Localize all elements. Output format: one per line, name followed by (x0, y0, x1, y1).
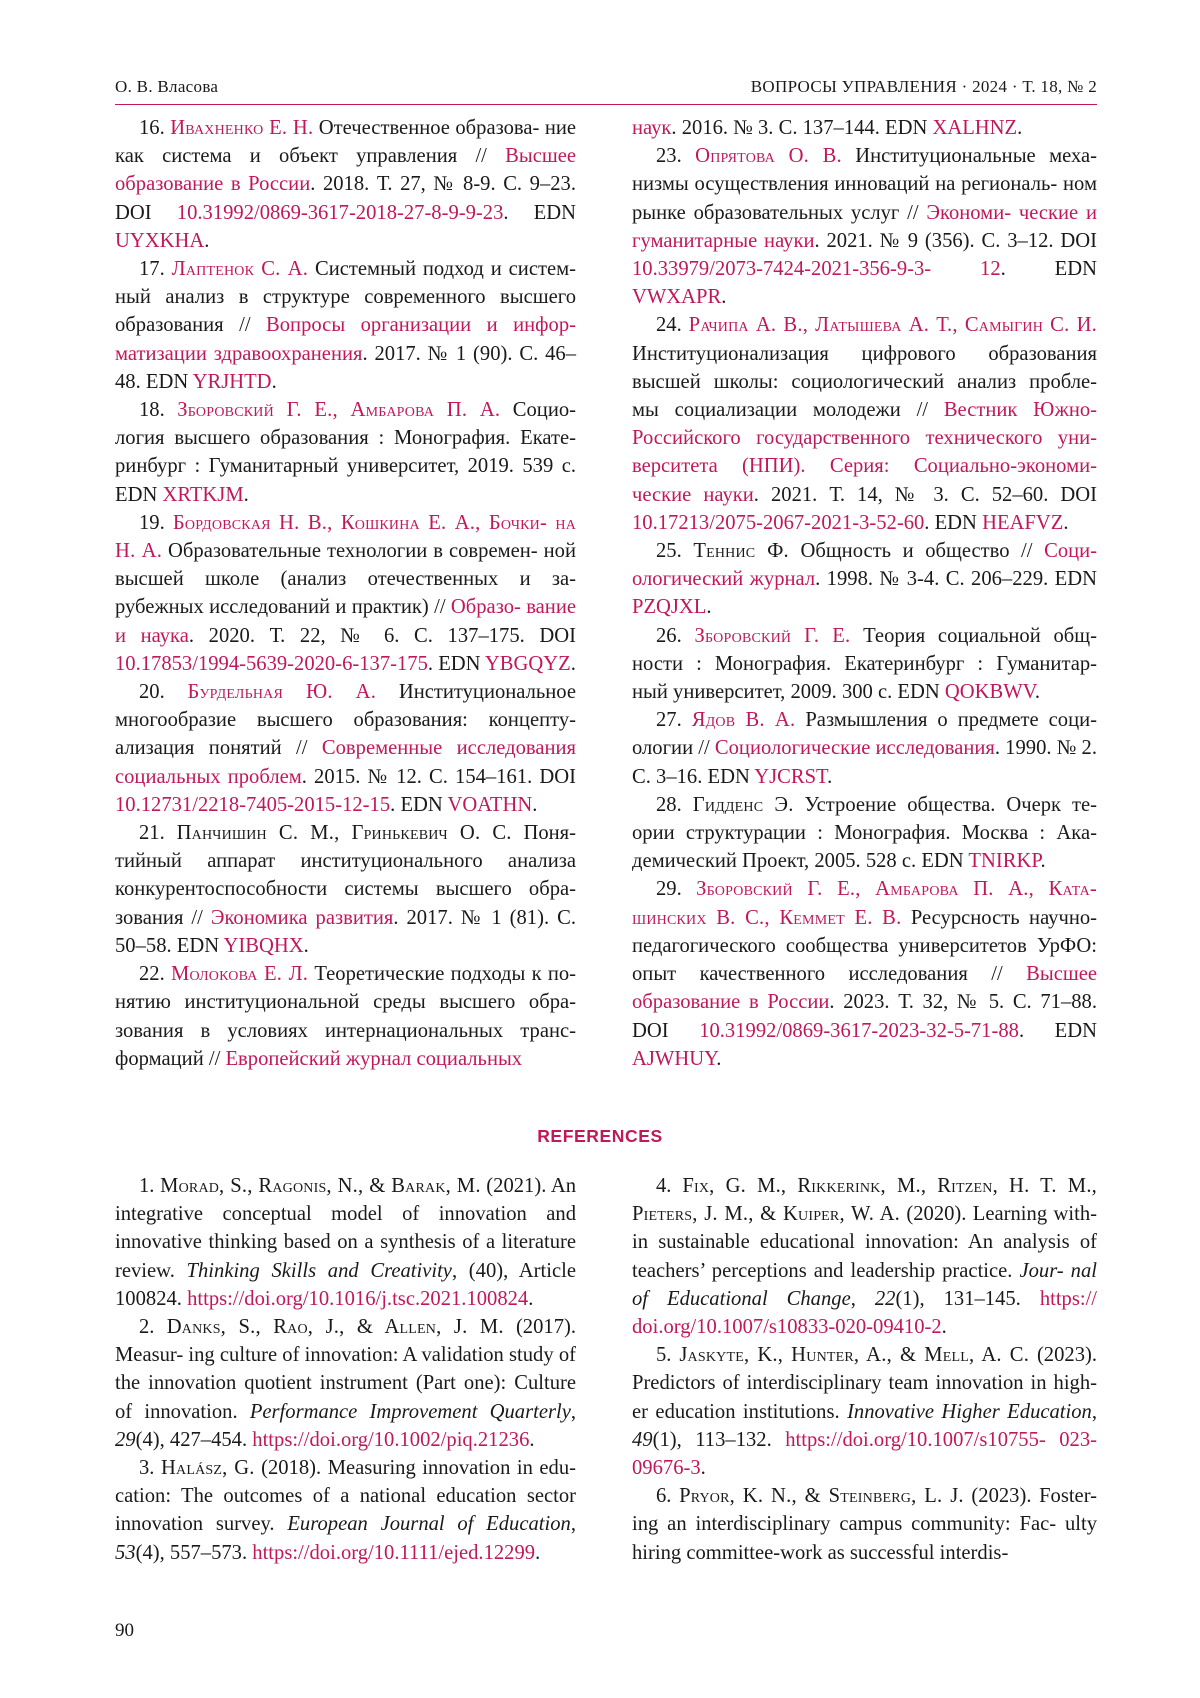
reference-27: 27. Ядов В. А. Размышления о предмете соци- ологии // Социологические исследования. 1990. № 2. С. 3–16. EDN YJCRST. (632, 709, 1098, 788)
ref-author[interactable]: Ядов В. А. (691, 709, 796, 732)
ref-journal: European Journal of Education (287, 1513, 571, 1536)
ref-author: Pryor, K. N., & Steinberg, L. J. (679, 1485, 964, 1508)
ref-author[interactable]: Зборовский Г. Е., Амбарова П. А., Ката- шинских В. С., Кеммет Е. В. (632, 878, 1097, 929)
running-header (115, 74, 1097, 105)
reference-22: 22. Молокова Е. Л. Теоретические подходы к по- нятию институциональной среды высшего обра- зования в условиях интернациональных транс- формаций // Европейский журнал социальных (115, 963, 576, 1070)
ref-author[interactable]: Бордовская Н. В., Кошкина Е. А., Бочки- на Н. А. (115, 511, 577, 563)
ref-author[interactable]: Рачипа А. В., Латышева А. Т., Самыгин С. И. (688, 314, 1097, 337)
edn-link[interactable]: YBGQYZ (484, 652, 571, 675)
doi-url-link[interactable]: https://doi.org/10.1111/ejed.12299 (252, 1541, 536, 1564)
ref-journal: Thinking Skills and Creativity (186, 1259, 452, 1282)
doi-link[interactable]: 10.17213/2075-2067-2021-3-52-60 (632, 511, 925, 534)
ref-author: Jaskyte, K., Hunter, A., & Mell, A. C. (679, 1344, 1030, 1367)
edn-link[interactable]: TNIRKP (968, 850, 1041, 873)
ref-author: Гидденс Э. (692, 793, 794, 816)
ref-author: Теннис Ф. (693, 540, 789, 563)
header-journal: ВОПРОСЫ УПРАВЛЕНИЯ · 2024 · Т. 18, № 2 (750, 77, 1097, 96)
edn-link[interactable]: UYXKHA (115, 229, 205, 252)
ref-author: Панчишин С. М., Гринькевич О. С. (176, 822, 512, 845)
edn-link[interactable]: XALHNZ (932, 117, 1018, 139)
doi-link[interactable]: 10.33979/2073-7424-2021-356-9-3- 12 (632, 258, 1001, 281)
edn-link[interactable]: QOKBWV (944, 681, 1035, 704)
edn-link[interactable]: VOATHN (447, 793, 533, 816)
edn-link[interactable]: YJCRST (754, 765, 828, 788)
references-heading: REFERENCES (537, 1126, 663, 1146)
edn-link[interactable]: YIBQHX (223, 934, 304, 957)
ref-journal: Jour- nal of Educational Change (632, 1259, 1097, 1310)
ref-author[interactable]: Бурдельная Ю. А. (187, 681, 377, 704)
edn-link[interactable]: XRTKJM (162, 483, 244, 506)
edn-link[interactable]: YRJHTD (192, 370, 272, 393)
edn-link[interactable]: AJWHUY (632, 1047, 717, 1070)
ref-source-link[interactable]: Вопросы организации и инфор- матизации здравоохранения (115, 314, 576, 365)
ref-source-link[interactable]: Вестник Южно- Российского государственного технического уни- верситета (НПИ). Серия: Социально-экономи- ческие науки (632, 399, 1097, 506)
ref-source-link[interactable]: Соци- ологический журнал (632, 540, 1098, 591)
doi-link[interactable]: 10.31992/0869-3617-2018-27-8-9-9-23 (176, 201, 504, 224)
doi-url-link[interactable]: https:// doi.org/10.1007/s10833-020-09410-2 (632, 1287, 1098, 1339)
ru-references-right-column (632, 114, 1097, 1073)
reference-25: 25. Теннис Ф. Общность и общество // Соци- ологический журнал. 1998. № 3-4. С. 206–229. EDN PZQJXL. (632, 540, 1098, 619)
reference-22-continued: наук. 2016. № 3. С. 137–144. EDN XALHNZ. (632, 117, 1023, 139)
ref-volume: 53 (115, 1541, 136, 1564)
ref-author[interactable]: Зборовский Г. Е., Амбарова П. А. (177, 399, 501, 422)
ref-author[interactable]: Лаптенок С. А. (171, 258, 309, 281)
ref-source-link[interactable]: Европейский журнал социальных (225, 1047, 523, 1070)
edn-link[interactable]: HEAFVZ (982, 511, 1064, 534)
edn-link[interactable]: VWXAPR (632, 286, 722, 309)
reference-21: 21. Панчишин С. М., Гринькевич О. С. Поня- тийный аппарат институционального анализа конкурентоспособности системы высшего обра- зования // Экономика развития. 2017. № 1 (81). С. 50–58. EDN YIBQHX. (115, 822, 577, 957)
reference-en-6: 6. Pryor, K. N., & Steinberg, L. J. (2023). Foster- ing an interdisciplinary campus community: Fac- ulty hiring committee-work as successful interdis- (632, 1485, 1098, 1564)
ref-author: Morad, S., Ragonis, N., & Barak, M. (160, 1175, 481, 1197)
ref-source-link[interactable]: наук (632, 117, 672, 139)
header-author: О. В. Власова (115, 77, 219, 96)
reference-en-1: 1. Morad, S., Ragonis, N., & Barak, M. (2021). An integrative conceptual model of innovation and innovative thinking based on a synthesis of a literature review. Thinking Skills and Creativity, (40), Article 100824. https://doi.org/10.1016/j.tsc.2021.100824. (115, 1175, 577, 1310)
reference-26: 26. Зборовский Г. Е. Теория социальной общ- ности : Монография. Екатеринбург : Гуманитар- ный университет, 2009. 300 с. EDN QOKBWV. (632, 624, 1097, 704)
en-references-left-column (115, 1172, 576, 1567)
reference-20: 20. Бурдельная Ю. А. Институциональное многообразие высшего образования: концепту- ализация понятий // Современные исследования социальных проблем. 2015. № 12. С. 154–161. DOI 10.12731/2218-7405-2015-12-15. EDN VOATHN. (115, 681, 576, 816)
ref-author[interactable]: Ивахненко Е. Н. (170, 117, 314, 139)
ref-source-link[interactable]: Социологические исследования (714, 737, 995, 760)
page-number: 90 (115, 1620, 134, 1641)
reference-en-2: 2. Danks, S., Rao, J., & Allen, J. M. (2017). Measur- ing culture of innovation: A validation study of the innovation quotient instrument (Part one): Culture of innovation. Performance Improvement Quarterly, 29(4), 427–454. https://doi.org/10.1002/piq.21236. (115, 1316, 577, 1451)
doi-url-link[interactable]: https://doi.org/10.1016/j.tsc.2021.100824 (187, 1287, 529, 1310)
reference-28: 28. Гидденс Э. Устроение общества. Очерк те- ории структурации : Монография. Москва : Ака- демический Проект, 2005. 528 с. EDN TNIRKP. (632, 793, 1097, 873)
reference-24: 24. Рачипа А. В., Латышева А. Т., Самыгин С. И. Институционализация цифрового образования высшей школы: социологический анализ пробле- мы социализации молодежи // Вестник Южно- Российского государственного технического уни- верситета (НПИ). Серия: Социально-экономи- ческие науки. 2021. Т. 14, № 3. С. 52–60. DOI 10.17213/2075-2067-2021-3-52-60. EDN HEAFVZ. (632, 314, 1098, 534)
ref-source-link[interactable]: Высшее образование в России (115, 145, 576, 196)
doi-url-link[interactable]: https://doi.org/10.1002/piq.21236 (252, 1428, 530, 1451)
ref-volume: 29 (115, 1428, 136, 1451)
ref-author[interactable]: Опрятова О. В. (695, 145, 842, 168)
ref-author[interactable]: Молокова Е. Л. (170, 963, 309, 986)
ref-volume: 22 (874, 1287, 896, 1310)
ref-author[interactable]: Зборовский Г. Е. (694, 624, 851, 647)
ref-author: Danks, S., Rao, J., & Allen, J. M. (166, 1316, 504, 1339)
reference-17: 17. Лаптенок С. А. Системный подход и систем- ный анализ в структуре современного высшего образования // Вопросы организации и инфор- матизации здравоохранения. 2017. № 1 (90). С. 46– 48. EDN YRJHTD. (115, 258, 576, 393)
reference-en-3: 3. Halász, G. (2018). Measuring innovation in edu- cation: The outcomes of a national education sector innovation survey. European Journal of Education, 53(4), 557–573. https://doi.org/10.1111/ejed.12299. (115, 1457, 576, 1564)
en-references-right-column (632, 1172, 1097, 1567)
reference-en-5: 5. Jaskyte, K., Hunter, A., & Mell, A. C. (2023). Predictors of interdisciplinary team innovation in high- er education institutions. Innovative Higher Education, 49(1), 113–132. https://doi.org/10.1007/s10755- 023-09676-3. (632, 1344, 1098, 1480)
ref-source-link[interactable]: Современные исследования социальных проблем (115, 737, 576, 788)
ref-journal: Performance Improvement Quarterly (249, 1400, 571, 1423)
ref-source-link[interactable]: Высшее образование в России (632, 963, 1097, 1014)
ref-source-link[interactable]: Экономика развития (210, 906, 394, 929)
reference-23: 23. Опрятова О. В. Институциональные меха- низмы осуществления инноваций на региональ- ном рынке образовательных услуг // Экономи- ческие и гуманитарные науки. 2021. № 9 (356). С. 3–12. DOI 10.33979/2073-7424-2021-356-9-3- 12. EDN VWXAPR. (632, 145, 1098, 309)
ref-volume: 49 (632, 1428, 653, 1451)
ref-journal: Innovative Higher Education (847, 1400, 1092, 1423)
doi-link[interactable]: 10.17853/1994-5639-2020-6-137-175 (115, 652, 428, 675)
reference-18: 18. Зборовский Г. Е., Амбарова П. А. Социо- логия высшего образования : Монография. Екате- ринбург : Гуманитарный университет, 2019. 539 с. EDN XRTKJM. (115, 399, 576, 506)
ref-author: Halász, G. (160, 1457, 255, 1480)
doi-url-link[interactable]: https://doi.org/10.1007/s10755- 023-09676-3 (632, 1428, 1098, 1480)
edn-link[interactable]: PZQJXL (632, 596, 707, 619)
reference-en-4: 4. Fix, G. M., Rikkerink, M., Ritzen, H. T. M., Pieters, J. M., & Kuiper, W. A. (2020). Learning with- in sustainable educational innovation: An analysis of teachers’ perceptions and leadership practice. Jour- nal of Educational Change, 22(1), 131–145. https:// doi.org/10.1007/s10833-020-09410-2. (632, 1175, 1098, 1339)
ref-author: Fix, G. M., Rikkerink, M., Ritzen, H. T. M., Pieters, J. M., & Kuiper, W. A. (632, 1175, 1098, 1226)
ref-source-link[interactable]: Экономи- ческие и гуманитарные науки (632, 201, 1097, 252)
ru-references-left-column (115, 114, 576, 1073)
reference-19: 19. Бордовская Н. В., Кошкина Е. А., Бочки- на Н. А. Образовательные технологии в современ- ной высшей школе (анализ отечественных и за- рубежных исследований и практик) // Образо- вание и наука. 2020. Т. 22, № 6. С. 137–175. DOI 10.17853/1994-5639-2020-6-137-175. EDN YBGQYZ. (115, 511, 577, 675)
reference-29: 29. Зборовский Г. Е., Амбарова П. А., Ката- шинских В. С., Кеммет Е. В. Ресурсность научно- педагогического сообщества университетов УрФО: опыт качественного исследования // Высшее образование в России. 2023. Т. 32, № 5. С. 71–88. DOI 10.31992/0869-3617-2023-32-5-71-88. EDN AJWHUY. (632, 878, 1097, 1070)
reference-16: 16. Ивахненко Е. Н. Отечественное образова- ние как система и объект управления // Высшее образование в России. 2018. Т. 27, № 8-9. С. 9–23. DOI 10.31992/0869-3617-2018-27-8-9-9-23. EDN UYXKHA. (115, 117, 577, 252)
doi-link[interactable]: 10.31992/0869-3617-2023-32-5-71-88 (699, 1019, 1019, 1042)
ref-source-link[interactable]: Образо- вание и наука (115, 596, 576, 647)
doi-link[interactable]: 10.12731/2218-7405-2015-12-15 (115, 793, 391, 816)
